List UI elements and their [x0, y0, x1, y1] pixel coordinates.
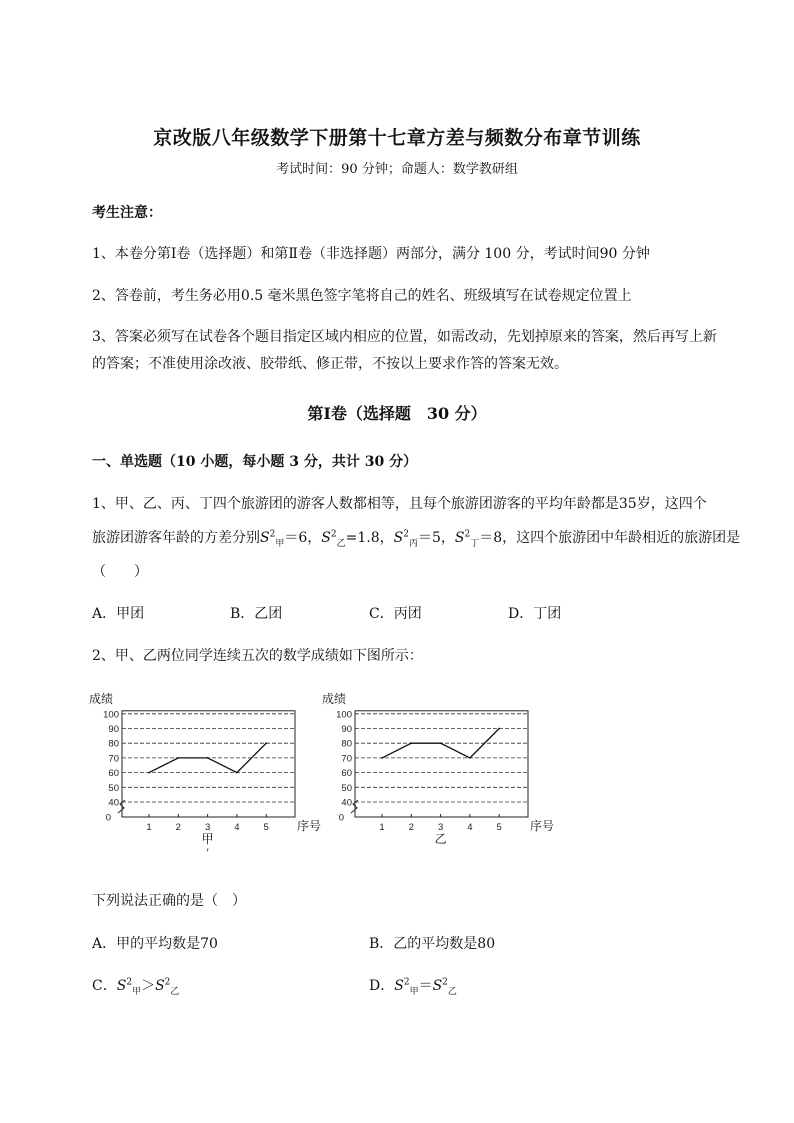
- y-tick-label: 80: [341, 738, 352, 750]
- opt-c-relation: ＞: [141, 978, 156, 994]
- sup-2: 2: [403, 529, 409, 540]
- sup-2: 2: [464, 529, 471, 540]
- x-tick-label: 5: [263, 822, 269, 833]
- chart-title: 甲: [201, 832, 214, 846]
- exam-info: 考试时间：90 分钟；命题人：数学教研组: [276, 162, 518, 177]
- q2-option-c[interactable]: [92, 975, 179, 997]
- sep: ，: [379, 530, 394, 546]
- q1-option-a[interactable]: A．甲团: [92, 606, 145, 622]
- q1-option-c[interactable]: C．丙团: [369, 606, 422, 622]
- x-tick-label: 3: [437, 822, 444, 833]
- x-tick-label: 2: [408, 822, 414, 833]
- s-symbol: S: [432, 978, 443, 994]
- x-axis-label: 序号: [297, 819, 322, 833]
- y-tick-label: 60: [108, 768, 119, 780]
- y-tick-label: 100: [103, 709, 119, 721]
- notice-item-3: 3、答案必须写在试卷各个题目指定区域内相应的位置，如需改动，先划掉原来的答案，然后再写上新: [92, 329, 717, 345]
- s-symbol: S: [321, 530, 331, 546]
- sub-jia: 甲: [409, 986, 419, 997]
- v-jia: ＝6: [284, 530, 308, 546]
- y-tick-label: 90: [108, 724, 119, 735]
- y-tick-label: 100: [336, 709, 352, 721]
- part-heading: 一、单选题（10 小题，每小题 3 分，共计 30 分）: [92, 454, 418, 470]
- data-point: [148, 772, 150, 774]
- plot-frame: [122, 711, 295, 817]
- s-symbol: S: [260, 530, 270, 546]
- section-title: 第Ⅰ卷（选择题 30 分）: [307, 404, 487, 423]
- x-axis-label: 序号: [530, 819, 555, 833]
- y-tick-label: 40: [108, 797, 119, 809]
- notice-item-2: 2、答卷前，考生务必用0.5 毫米黑色签字笔将自己的姓名、班级填写在试卷规定位置上: [92, 288, 632, 304]
- q1-line1: 1、甲、乙、丙、丁四个旅游团的游客人数都相等，且每个旅游团游客的平均年龄都是35岁，这四个: [92, 496, 707, 512]
- chart-note: ′: [206, 847, 209, 859]
- s-symbol: S: [394, 978, 404, 994]
- q2-option-d[interactable]: [369, 975, 457, 997]
- q2-charts: [85, 686, 565, 866]
- x-tick-label: 2: [175, 822, 181, 833]
- sup-2: 2: [330, 529, 337, 540]
- v-yi: =1.8: [345, 530, 380, 546]
- notice-item-3-cont: 的答案；不准使用涂改液、胶带纸、修正带，不按以上要求作答的答案无效。: [92, 356, 568, 372]
- sup-2: 2: [126, 977, 133, 988]
- q1-option-b[interactable]: B．乙团: [230, 606, 283, 622]
- y-tick-label: 70: [108, 753, 119, 765]
- q1-option-d[interactable]: D．丁团: [508, 606, 562, 622]
- y-tick-label: 70: [341, 753, 352, 765]
- data-point: [265, 742, 267, 744]
- q2-option-a[interactable]: A．甲的平均数是70: [92, 936, 218, 952]
- sub-yi: 乙: [447, 986, 457, 997]
- x-tick-label: 1: [379, 822, 385, 833]
- sub-jia: 甲: [132, 986, 142, 997]
- sep: ，: [307, 530, 322, 546]
- data-point: [410, 742, 412, 744]
- opt-d-relation: ＝: [418, 978, 433, 994]
- data-point: [498, 728, 500, 730]
- notice-item-1: 1、本卷分第Ⅰ卷（选择题）和第Ⅱ卷（非选择题）两部分，满分 100 分，考试时间90 分钟: [92, 246, 650, 262]
- page-title: 京改版八年级数学下册第十七章方差与频数分布章节训练: [153, 127, 641, 149]
- notice-heading: 考生注意：: [92, 205, 162, 221]
- q2-stem: 2、甲、乙两位同学连续五次的数学成绩如下图所示：: [92, 648, 423, 664]
- s-symbol: S: [454, 530, 465, 546]
- sub-yi: 乙: [336, 538, 346, 549]
- data-point: [381, 757, 383, 759]
- data-point: [177, 757, 179, 759]
- y-axis-label: 成绩: [322, 692, 347, 706]
- sup-2: 2: [442, 977, 448, 988]
- y-tick-label: 40: [341, 797, 352, 809]
- q1-answer-paren: （ ）: [92, 564, 148, 580]
- opt-c-prefix: C．: [92, 978, 117, 994]
- data-point: [207, 757, 209, 759]
- data-point: [469, 757, 471, 759]
- q1-line2-suffix: ，这四个旅游团中年龄相近的旅游团是: [502, 530, 741, 546]
- q1-line2: [92, 527, 740, 549]
- data-point: [440, 742, 442, 744]
- sub-yi: 乙: [170, 986, 180, 997]
- q2-question: 下列说法正确的是（ ）: [92, 893, 246, 909]
- sub-bing: 丙: [408, 538, 418, 549]
- y-tick-label: 0: [338, 812, 344, 824]
- y-tick-label: 50: [341, 782, 352, 794]
- sup-2: 2: [269, 529, 276, 540]
- opt-d-prefix: D．: [369, 978, 395, 994]
- s-symbol: S: [116, 978, 127, 994]
- s-symbol: S: [393, 530, 404, 546]
- y-tick-label: 0: [105, 812, 111, 824]
- y-tick-label: 90: [341, 724, 352, 735]
- sup-2: 2: [403, 977, 410, 988]
- data-point: [236, 772, 238, 774]
- chart-jia: [89, 691, 321, 859]
- chart-title: 乙: [434, 832, 447, 846]
- x-tick-label: 4: [467, 822, 473, 833]
- s-symbol: S: [155, 978, 165, 994]
- x-tick-label: 1: [146, 822, 152, 833]
- sup-2: 2: [164, 977, 171, 988]
- sub-ding: 丁: [470, 538, 480, 549]
- y-axis-label: 成绩: [89, 692, 114, 706]
- y-tick-label: 80: [108, 738, 119, 750]
- y-tick-label: 60: [341, 768, 352, 780]
- chart-yi: [322, 691, 554, 846]
- v-ding: ＝8: [479, 530, 503, 546]
- sub-jia: 甲: [275, 538, 285, 549]
- x-tick-label: 3: [204, 822, 211, 833]
- plot-frame: [355, 711, 528, 817]
- x-tick-label: 4: [234, 822, 240, 833]
- v-bing: ＝5: [417, 530, 441, 546]
- q1-line2-prefix: 旅游团游客年龄的方差分别: [92, 530, 260, 546]
- sep: ，: [440, 530, 455, 546]
- y-tick-label: 50: [108, 782, 119, 794]
- q2-option-b[interactable]: B．乙的平均数是80: [369, 936, 496, 952]
- x-tick-label: 5: [496, 822, 502, 833]
